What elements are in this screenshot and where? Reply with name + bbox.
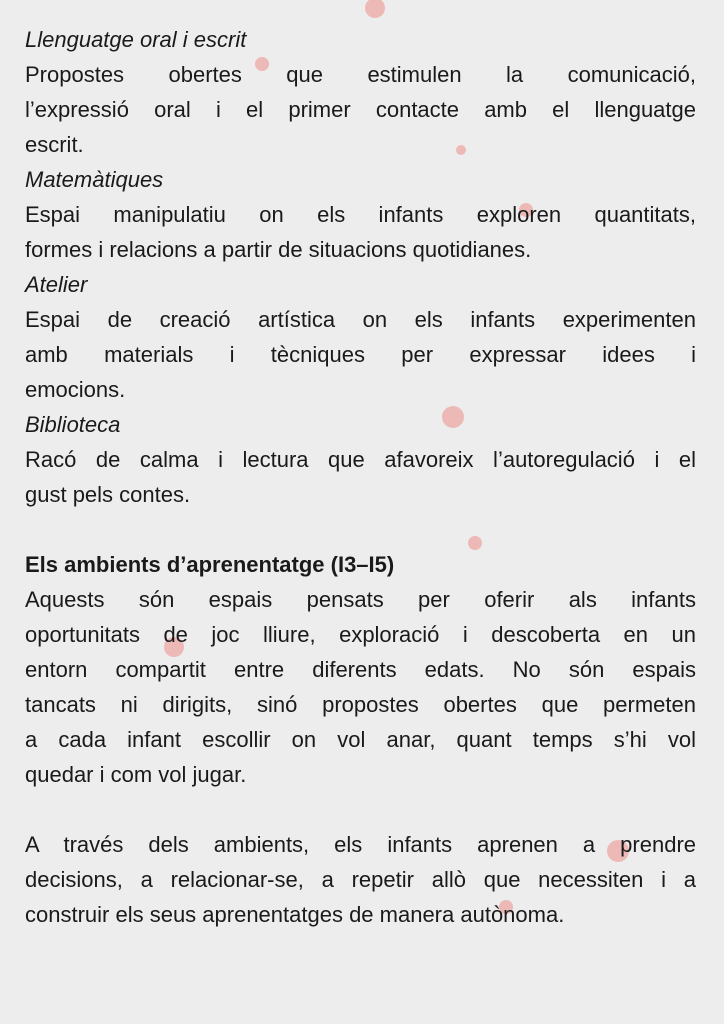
- spacer: [25, 792, 696, 827]
- section-title: Matemàtiques: [25, 167, 164, 192]
- body-line: Racó de calma i lectura que afavoreix l’autoregulació i el: [25, 447, 696, 472]
- body-line: A través dels ambients, els infants aprenen a prendre: [25, 832, 696, 857]
- section-title: Llenguatge oral i escrit: [25, 27, 247, 52]
- body-line: Propostes obertes que estimulen la comunicació,: [25, 62, 696, 87]
- body-line: oportunitats de joc lliure, exploració i descoberta en un: [25, 622, 696, 647]
- body-line: construir els seus aprenentatges de manera autònoma.: [25, 902, 565, 927]
- body-line: emocions.: [25, 377, 126, 402]
- body-line: tancats ni dirigits, sinó propostes obertes que permeten: [25, 692, 696, 717]
- section-title: Biblioteca: [25, 412, 121, 437]
- body-line: Espai manipulatiu on els infants exploren quantitats,: [25, 202, 696, 227]
- body-line: escrit.: [25, 132, 84, 157]
- section-heading: Els ambients d’aprenentatge (I3–I5): [25, 552, 395, 577]
- decorative-dot: [365, 0, 385, 18]
- body-line: Aquests són espais pensats per oferir als infants: [25, 587, 696, 612]
- section-title: Atelier: [25, 272, 88, 297]
- body-line: formes i relacions a partir de situacions quotidianes.: [25, 237, 532, 262]
- body-line: a cada infant escollir on vol anar, quant temps s’hi vol: [25, 727, 696, 752]
- body-line: entorn compartit entre diferents edats. No són espais: [25, 657, 696, 682]
- body-line: amb materials i tècniques per expressar idees i: [25, 342, 696, 367]
- spacer: [25, 512, 696, 547]
- body-line: l’expressió oral i el primer contacte amb el llenguatge: [25, 97, 696, 122]
- body-line: Espai de creació artística on els infants experimenten: [25, 307, 696, 332]
- body-line: quedar i com vol jugar.: [25, 762, 247, 787]
- body-line: decisions, a relacionar-se, a repetir allò que necessiten i a: [25, 867, 696, 892]
- body-line: gust pels contes.: [25, 482, 191, 507]
- document-body: [25, 22, 696, 932]
